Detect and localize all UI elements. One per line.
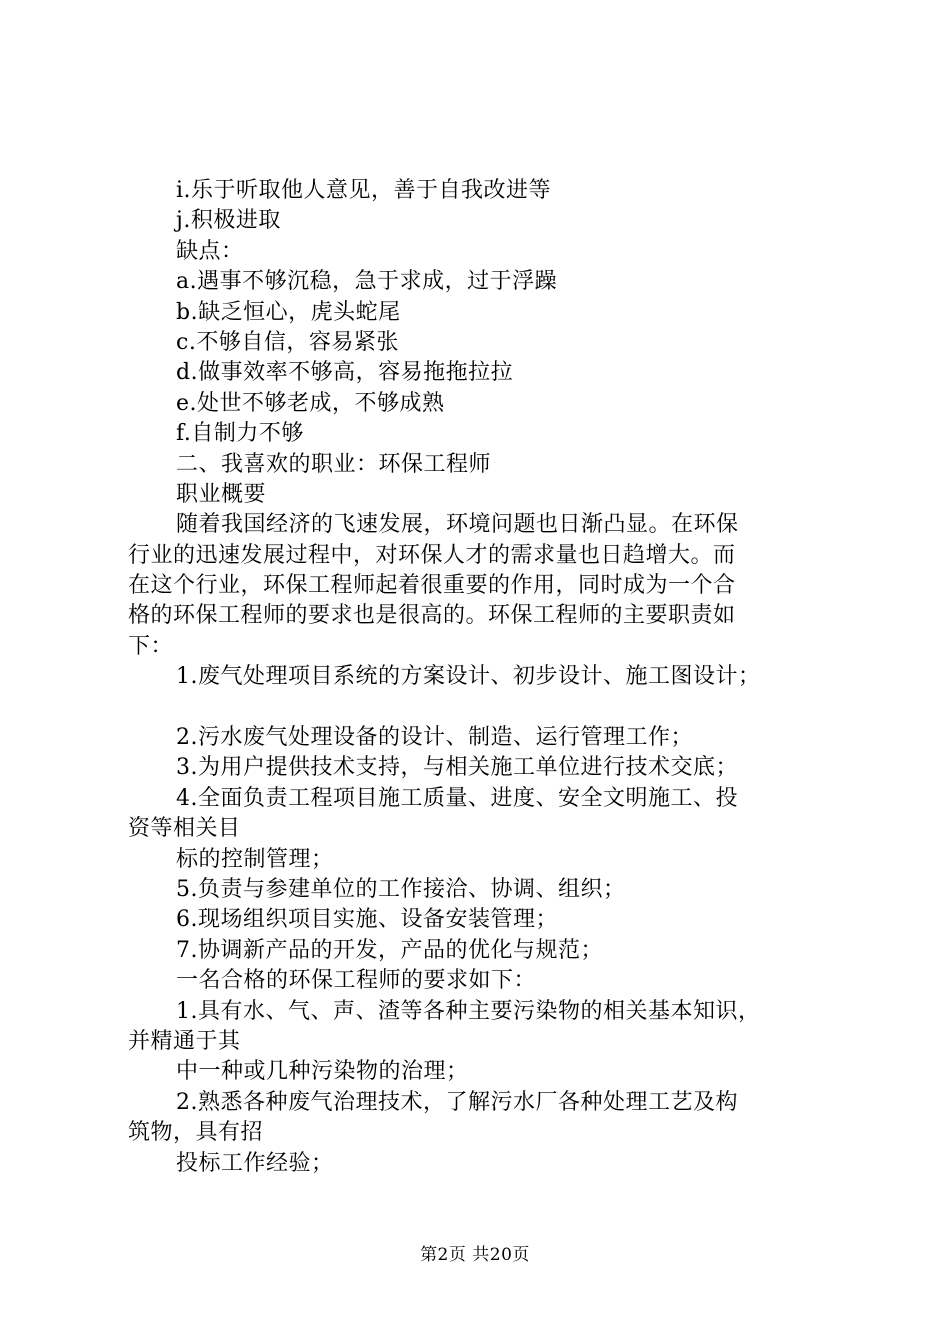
text-line: 5.负责与参建单位的工作接洽、协调、组织； [176,876,626,902]
text-line: 7.协调新产品的开发，产品的优化与规范； [176,937,603,963]
text-line: 2.熟悉各种废气治理技术，了解污水厂各种处理工艺及构 [176,1089,738,1115]
text-line: 投标工作经验； [176,1150,334,1176]
text-line: 1.具有水、气、声、渣等各种主要污染物的相关基本知识， [176,998,761,1024]
text-line: 并精通于其 [128,1028,241,1054]
paragraph-line: 行业的迅速发展过程中，对环保人才的需求量也日趋增大。而 [128,542,736,568]
paragraph-line: 下： [128,633,174,659]
paragraph-line: 在这个行业，环保工程师起着很重要的作用，同时成为一个合 [128,573,736,599]
text-line: e.处世不够老成，不够成熟 [176,390,445,416]
text-line: 一名合格的环保工程师的要求如下： [176,968,537,994]
text-line: c.不够自信，容易紧张 [176,329,399,355]
text-line: d.做事效率不够高，容易拖拖拉拉 [176,360,514,386]
text-line: a.遇事不够沉稳，急于求成，过于浮躁 [176,269,558,295]
blank-line [128,693,840,723]
text-line: 筑物，具有招 [128,1120,264,1146]
page-number-footer: 第2页 共20页 [420,1245,530,1265]
paragraph-line: 随着我国经济的飞速发展，环境问题也日渐凸显。在环保 [176,512,739,538]
text-line: 6.现场组织项目实施、设备安装管理； [176,907,558,933]
text-line: 资等相关目 [128,816,241,842]
text-line: b.缺乏恒心，虎头蛇尾 [176,299,401,325]
text-line: 2.污水废气处理设备的设计、制造、运行管理工作； [176,725,693,751]
text-line: f.自制力不够 [176,421,304,447]
text-line: 3.为用户提供技术支持，与相关施工单位进行技术交底； [176,755,738,781]
document-body [128,176,840,1179]
text-line: i.乐于听取他人意见，善于自我改进等 [176,178,552,203]
text-line: j.积极进取 [176,208,281,234]
text-line: 中一种或几种污染物的治理； [176,1059,469,1085]
paragraph-line: 格的环保工程师的要求也是很高的。环保工程师的主要职责如 [128,603,736,629]
text-line: 1.废气处理项目系统的方案设计、初步设计、施工图设计； [176,664,761,690]
section-heading: 职业概要 [176,481,267,507]
section-heading: 缺点： [176,238,244,264]
section-heading: 二、我喜欢的职业：环保工程师 [176,451,492,477]
text-line: 标的控制管理； [176,846,334,872]
text-line: 4.全面负责工程项目施工质量、进度、安全文明施工、投 [176,785,738,811]
